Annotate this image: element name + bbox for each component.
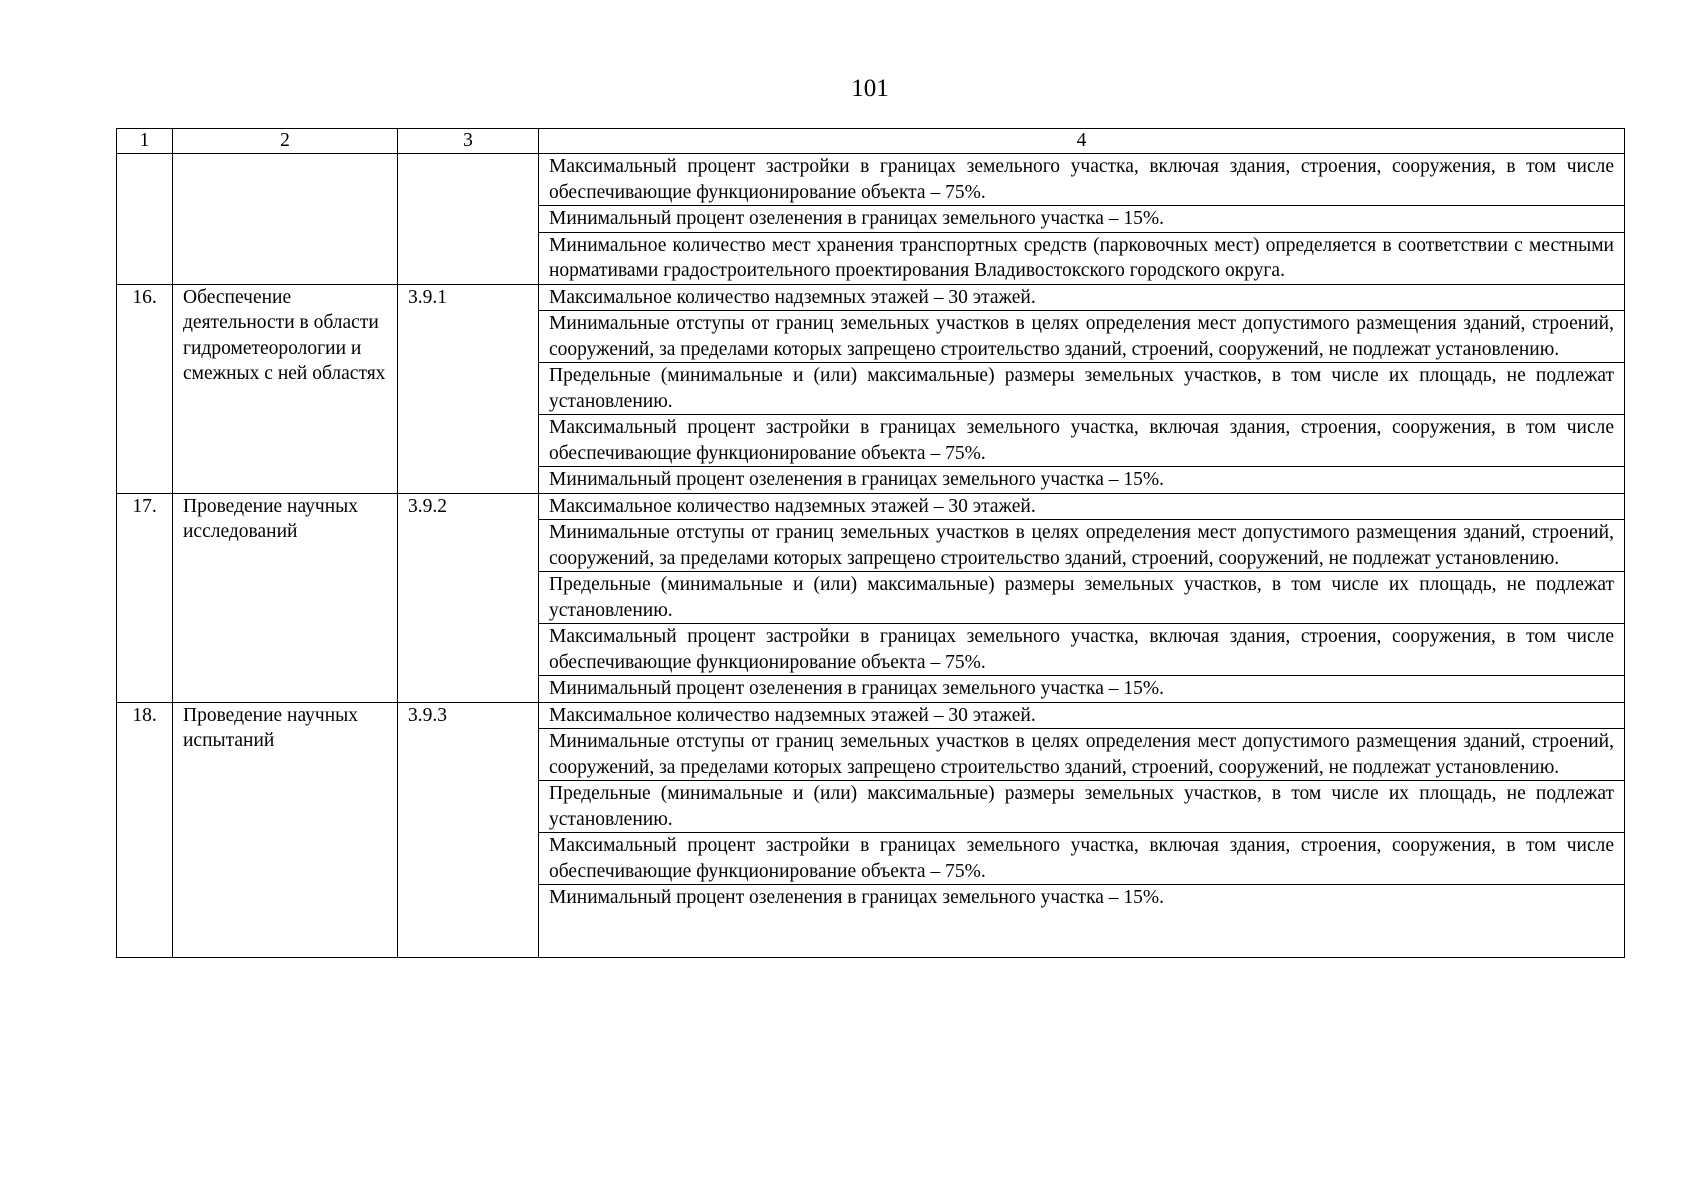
regulations-table (116, 128, 1625, 958)
parameter-text: Минимальный процент озеленения в границах земельного участка – 15%. (539, 467, 1625, 494)
parameter-text: Максимальный процент застройки в границах земельного участка, включая здания, строения, сооружения, в том числе обеспечивающие функционирование объекта – 75%. (539, 415, 1625, 467)
row-number: 17. (117, 493, 173, 702)
parameter-text: Максимальный процент застройки в границах земельного участка, включая здания, строения, сооружения, в том числе обеспечивающие функционирование объекта – 75%. (539, 154, 1625, 206)
parameter-text: Минимальный процент озеленения в границах земельного участка – 15%. (539, 885, 1625, 958)
parameter-text: Предельные (минимальные и (или) максимальные) размеры земельных участков, в том числе их площадь, не подлежат установлению. (539, 781, 1625, 833)
parameter-text: Минимальные отступы от границ земельных участков в целях определения мест допустимого размещения зданий, строений, сооружений, за пределами которых запрещено строительство зданий, строений, сооружений, не подлежат установлению. (539, 520, 1625, 572)
use-type-name: Обеспечение деятельности в области гидрометеорологии и смежных с ней областях (173, 284, 398, 493)
column-header: 1 (117, 129, 173, 154)
parameter-text: Максимальное количество надземных этажей – 30 этажей. (539, 284, 1625, 311)
parameter-text: Предельные (минимальные и (или) максимальные) размеры земельных участков, в том числе их площадь, не подлежат установлению. (539, 572, 1625, 624)
column-header: 2 (173, 129, 398, 154)
column-header: 3 (398, 129, 539, 154)
parameter-text: Минимальный процент озеленения в границах земельного участка – 15%. (539, 676, 1625, 703)
parameter-text: Максимальное количество надземных этажей – 30 этажей. (539, 702, 1625, 729)
parameter-text: Минимальные отступы от границ земельных участков в целях определения мест допустимого размещения зданий, строений, сооружений, за пределами которых запрещено строительство зданий, строений, сооружений, не подлежат установлению. (539, 729, 1625, 781)
use-type-code: 3.9.2 (398, 493, 539, 702)
table-row (117, 702, 1625, 729)
table-row (117, 493, 1625, 520)
parameter-text: Минимальный процент озеленения в границах земельного участка – 15%. (539, 206, 1625, 233)
table-row (117, 284, 1625, 311)
use-type-code: 3.9.3 (398, 702, 539, 958)
parameter-text: Максимальный процент застройки в границах земельного участка, включая здания, строения, сооружения, в том числе обеспечивающие функционирование объекта – 75%. (539, 624, 1625, 676)
parameter-text: Минимальные отступы от границ земельных участков в целях определения мест допустимого размещения зданий, строений, сооружений, за пределами которых запрещено строительство зданий, строений, сооружений, не подлежат установлению. (539, 311, 1625, 363)
column-header: 4 (539, 129, 1625, 154)
row-number: 18. (117, 702, 173, 958)
use-type-name: Проведение научных исследований (173, 493, 398, 702)
row-number (117, 154, 173, 285)
use-type-name: Проведение научных испытаний (173, 702, 398, 958)
parameter-text: Максимальный процент застройки в границах земельного участка, включая здания, строения, сооружения, в том числе обеспечивающие функционирование объекта – 75%. (539, 833, 1625, 885)
use-type-code (398, 154, 539, 285)
row-number: 16. (117, 284, 173, 493)
table-header-row (117, 129, 1625, 154)
page-number: 101 (851, 75, 889, 102)
parameter-text: Минимальное количество мест хранения транспортных средств (парковочных мест) определяется в соответствии с местными нормативами градостроительного проектирования Владивостокского городского округа. (539, 232, 1625, 284)
use-type-code: 3.9.1 (398, 284, 539, 493)
table-row (117, 154, 1625, 206)
use-type-name (173, 154, 398, 285)
parameter-text: Максимальное количество надземных этажей – 30 этажей. (539, 493, 1625, 520)
parameter-text: Предельные (минимальные и (или) максимальные) размеры земельных участков, в том числе их площадь, не подлежат установлению. (539, 363, 1625, 415)
